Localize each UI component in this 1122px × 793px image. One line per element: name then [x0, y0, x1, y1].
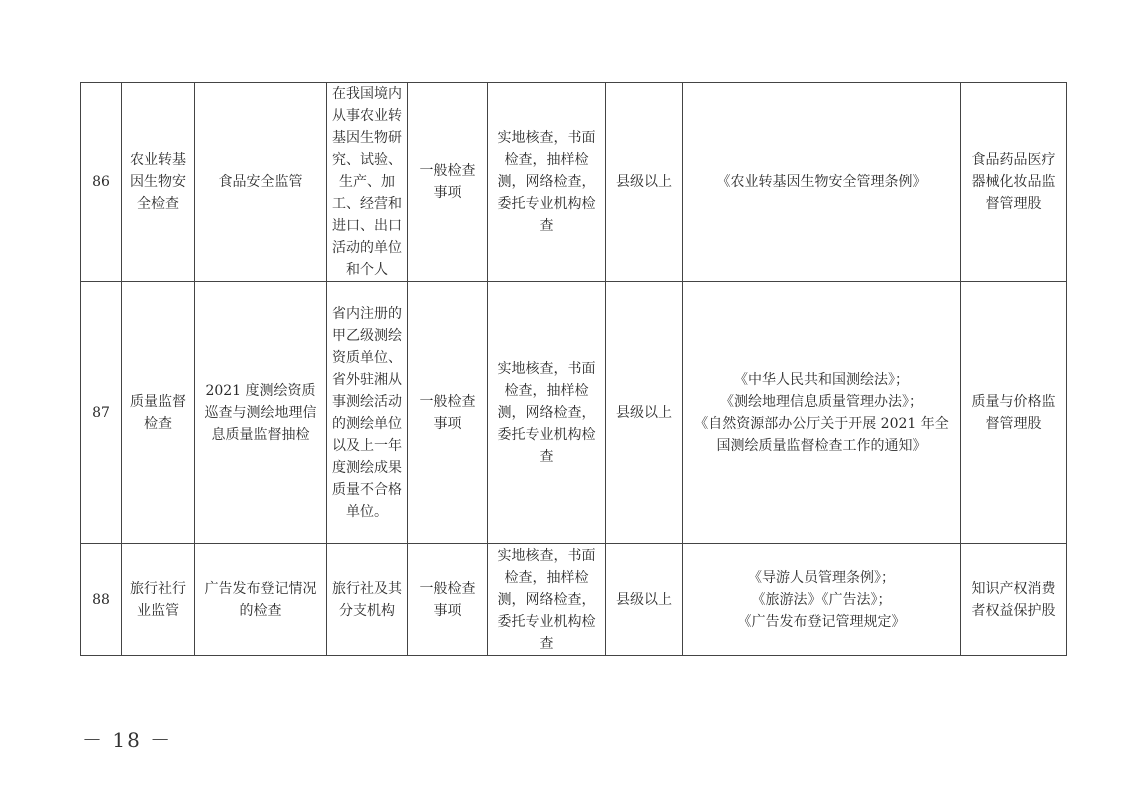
- legal-basis: [683, 282, 961, 544]
- inspection-category: 2021 度测绘资质巡查与测绘地理信息质量监督抽检: [195, 282, 327, 544]
- inspection-item: 质量监督检查: [122, 282, 195, 544]
- inspection-object: 旅行社及其分支机构: [327, 544, 408, 656]
- legal-basis-line: 《旅游法》《广告法》；: [751, 591, 892, 608]
- inspection-category: 广告发布登记情况的检查: [195, 544, 327, 656]
- responsible-dept: 食品药品医疗器械化妆品监督管理股: [961, 83, 1067, 282]
- table-row: [81, 544, 1067, 656]
- inspection-method: 实地核查，书面检查，抽样检测，网络检查，委托专业机构检查: [488, 83, 606, 282]
- inspection-item: 旅行社行业监管: [122, 544, 195, 656]
- inspection-level: 县级以上: [606, 83, 683, 282]
- table-row: [81, 282, 1067, 544]
- row-number: 86: [81, 83, 122, 282]
- item-type: 一般检查事项: [408, 544, 488, 656]
- inspection-level: 县级以上: [606, 282, 683, 544]
- inspection-level: 县级以上: [606, 544, 683, 656]
- legal-basis: [683, 83, 961, 282]
- legal-basis-line: 《测绘地理信息质量管理办法》；: [720, 393, 923, 410]
- legal-basis-line: 《农业转基因生物安全管理条例》: [716, 174, 927, 190]
- inspection-object: 在我国境内从事农业转基因生物研究、试验、生产、加工、经营和进口、出口活动的单位和个人: [327, 83, 408, 282]
- legal-basis-line: 《广告发布登记管理规定》: [737, 613, 906, 630]
- inspection-table: [80, 82, 1067, 656]
- inspection-object: 省内注册的甲乙级测绘资质单位、省外驻湘从事测绘活动的测绘单位以及上一年度测绘成果质量不合格单位。: [327, 282, 408, 544]
- inspection-method: 实地核查，书面检查，抽样检测，网络检查，委托专业机构检查: [488, 544, 606, 656]
- legal-basis-line: 《自然资源部办公厅关于开展 2021 年全国测绘质量监督检查工作的通知》: [694, 415, 949, 454]
- legal-basis: [683, 544, 961, 656]
- table-row: [81, 83, 1067, 282]
- page-number: － 18 －: [82, 728, 173, 752]
- legal-basis-line: 《中华人民共和国测绘法》；: [734, 371, 909, 388]
- inspection-method: 实地核查，书面检查，抽样检测，网络检查，委托专业机构检查: [488, 282, 606, 544]
- row-number: 87: [81, 282, 122, 544]
- row-number: 88: [81, 544, 122, 656]
- item-type: 一般检查事项: [408, 83, 488, 282]
- inspection-item: 农业转基因生物安全检查: [122, 83, 195, 282]
- inspection-category: 食品安全监管: [195, 83, 327, 282]
- item-type: 一般检查事项: [408, 282, 488, 544]
- responsible-dept: 知识产权消费者权益保护股: [961, 544, 1067, 656]
- legal-basis-line: 《导游人员管理条例》；: [748, 569, 895, 586]
- responsible-dept: 质量与价格监督管理股: [961, 282, 1067, 544]
